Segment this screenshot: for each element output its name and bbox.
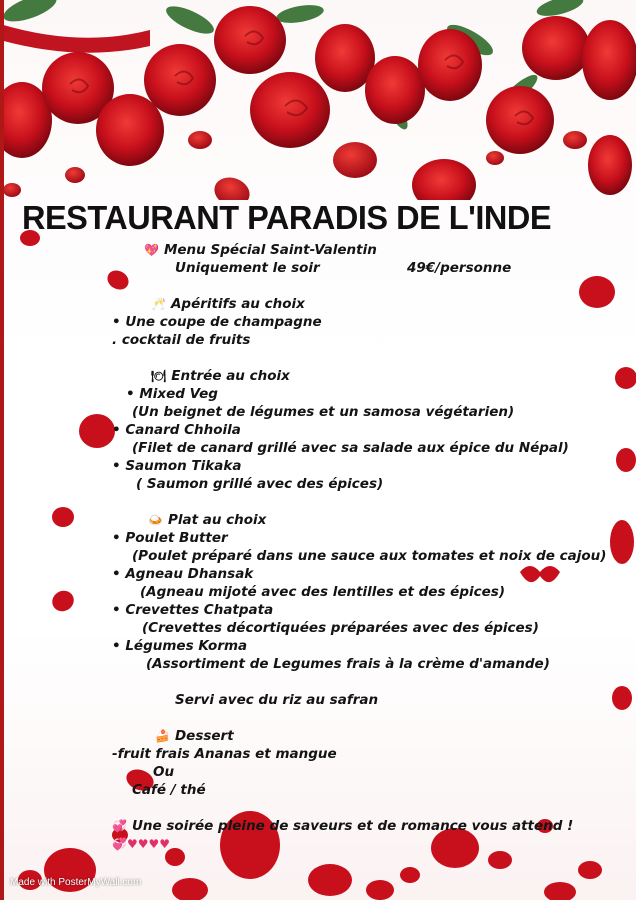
restaurant-title: RESTAURANT PARADIS DE L'INDE [22,199,552,236]
dessert-item: -fruit frais Ananas et mangue [112,746,337,762]
plat-heading-line [148,511,266,529]
closing-text: Une soirée pleine de saveurs et de romance vous attend ! [131,818,574,834]
availability: Uniquement le soir [175,260,320,276]
dessert-item: Café / thé [132,782,206,798]
plate-icon: 🍽 [151,369,167,383]
plat-item-desc: (Assortiment de Legumes frais à la crème d'amande) [146,656,550,672]
entree-item-desc: ( Saumon grillé avec des épices) [136,476,384,492]
menu-heading-line [144,241,377,259]
champagne-icon: 🥂 [151,297,166,311]
plat-item-name: • Légumes Korma [112,638,248,654]
plat-item-desc: (Poulet préparé dans une sauce aux tomates et noix de cajou) [132,548,607,564]
plat-note: Servi avec du riz au safran [175,692,379,708]
hearts-row-icon: 💞♥♥♥♥ [112,837,170,851]
closing-line [112,817,573,835]
price: 49€/personne [407,260,512,276]
aperitif-item: • Une coupe de champagne [112,314,322,330]
curry-icon: 🍛 [148,513,163,527]
plat-item-desc: (Agneau mijoté avec des lentilles et des épices) [140,584,505,600]
credit-watermark: Made with PosterMyWall.com [10,877,142,888]
entree-item-name: • Canard Chhoila [112,422,241,438]
entree-item-name: • Saumon Tikaka [112,458,242,474]
aperitifs-heading-line [151,295,305,313]
plat-heading: Plat au choix [167,512,267,528]
dessert-item: Ou [153,764,175,780]
aperitif-item: . cocktail de fruits [112,332,251,348]
hearts-icon: 💞 [112,819,127,833]
dessert-heading-line [155,727,234,745]
dessert-heading: Dessert [174,728,234,744]
menu-heading: Menu Spécial Saint-Valentin [163,242,377,258]
plat-item-name: • Crevettes Chatpata [112,602,274,618]
cake-icon: 🍰 [155,729,170,743]
entree-item-desc: (Un beignet de légumes et un samosa végétarien) [132,404,515,420]
heart-icon: 💖 [144,243,159,257]
entree-item-desc: (Filet de canard grillé avec sa salade aux épice du Népal) [132,440,569,456]
plat-item-name: • Agneau Dhansak [112,566,254,582]
entree-item-name: • Mixed Veg [126,386,218,402]
aperitifs-heading: Apéritifs au choix [170,296,305,312]
roses-top-decoration [0,0,636,200]
entree-heading: Entrée au choix [171,368,290,384]
plat-item-desc: (Crevettes décortiquées préparées avec des épices) [142,620,539,636]
entree-heading-line [151,367,290,385]
plat-item-name: • Poulet Butter [112,530,228,546]
